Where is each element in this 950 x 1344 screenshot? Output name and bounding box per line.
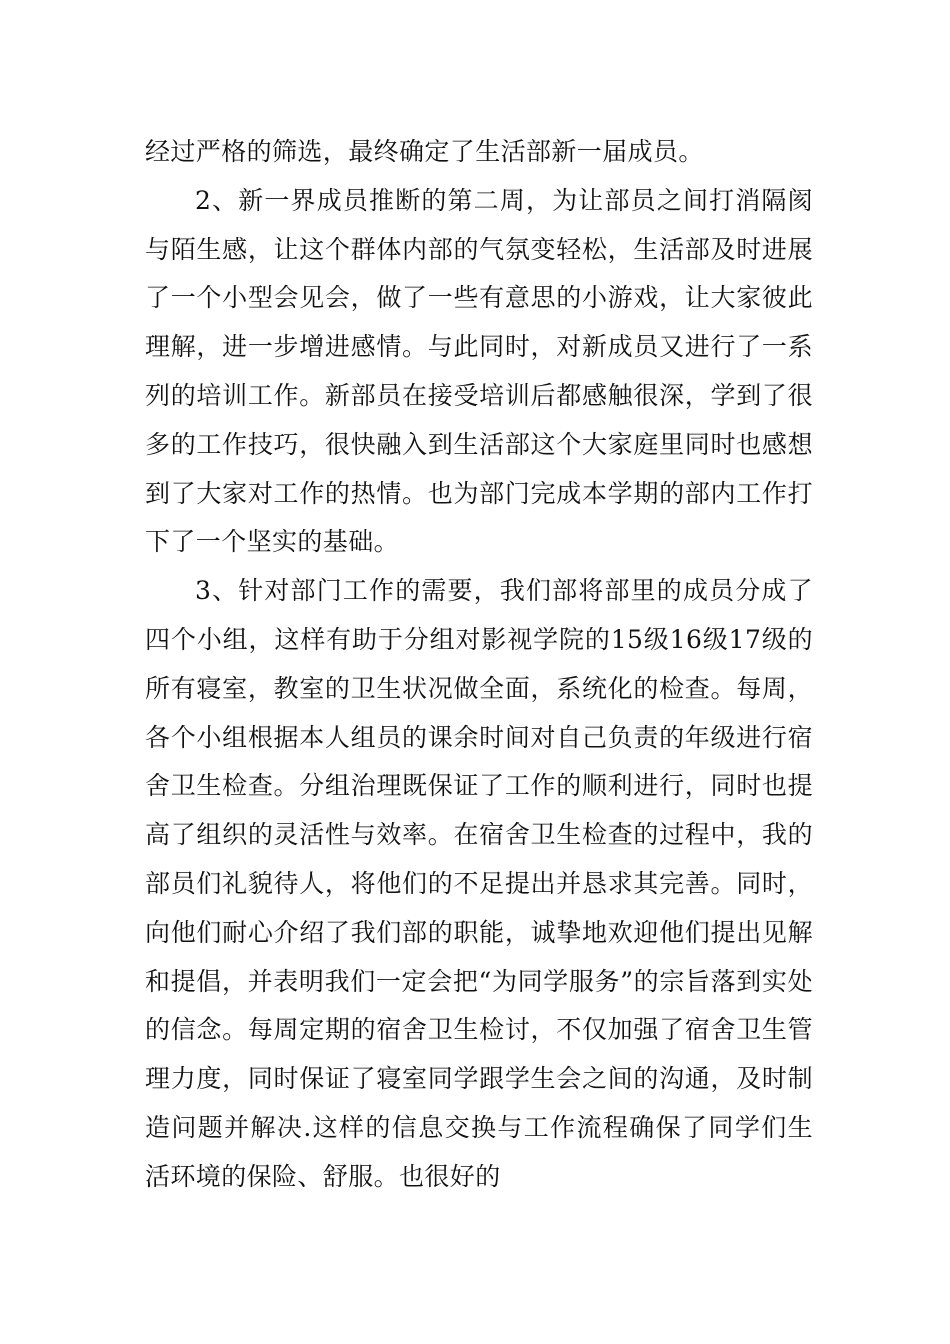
- paragraph-continuation: 经过严格的筛选，最终确定了生活部新一届成员。: [145, 137, 704, 166]
- paragraph-item-2: 2、新一界成员推断的第二周，为让部员之间打消隔阂与陌生感，让这个群体内部的气氛变轻松，生活部及时进展了一个小型会见会，做了一些有意思的小游戏，让大家彼此理解，进一步增进感情。与此同时，对新成员又进行了一系列的培训工作。新部员在接受培训后都感触很深，学到了很多的工作技巧，很快融入到生活部这个大家庭里同时也感想到了大家对工作的热情。也为部门完成本学期的部内工作打下了一个坚实的基础。: [145, 185, 813, 557]
- body-text: [145, 128, 813, 1202]
- paragraph-item-3: 3、针对部门工作的需要，我们部将部里的成员分成了四个小组，这样有助于分组对影视学院的15级16级17级的所有寝室，教室的卫生状况做全面，系统化的检查。每周，各个小组根据本人组员的课余时间对自己负责的年级进行宿舍卫生检查。分组治理既保证了工作的顺利进行，同时也提高了组织的灵活性与效率。在宿舍卫生检查的过程中，我的部员们礼貌待人，将他们的不足提出并恳求其完善。同时，向他们耐心介绍了我们部的职能，诚挚地欢迎他们提出见解和提倡，并表明我们一定会把“为同学服务”的宗旨落到实处的信念。每周定期的宿舍卫生检讨，不仅加强了宿舍卫生管理力度，同时保证了寝室同学跟学生会之间的沟通，及时制造问题并解决.这样的信息交换与工作流程确保了同学们生活环境的保险、舒服。也很好的: [145, 576, 813, 1191]
